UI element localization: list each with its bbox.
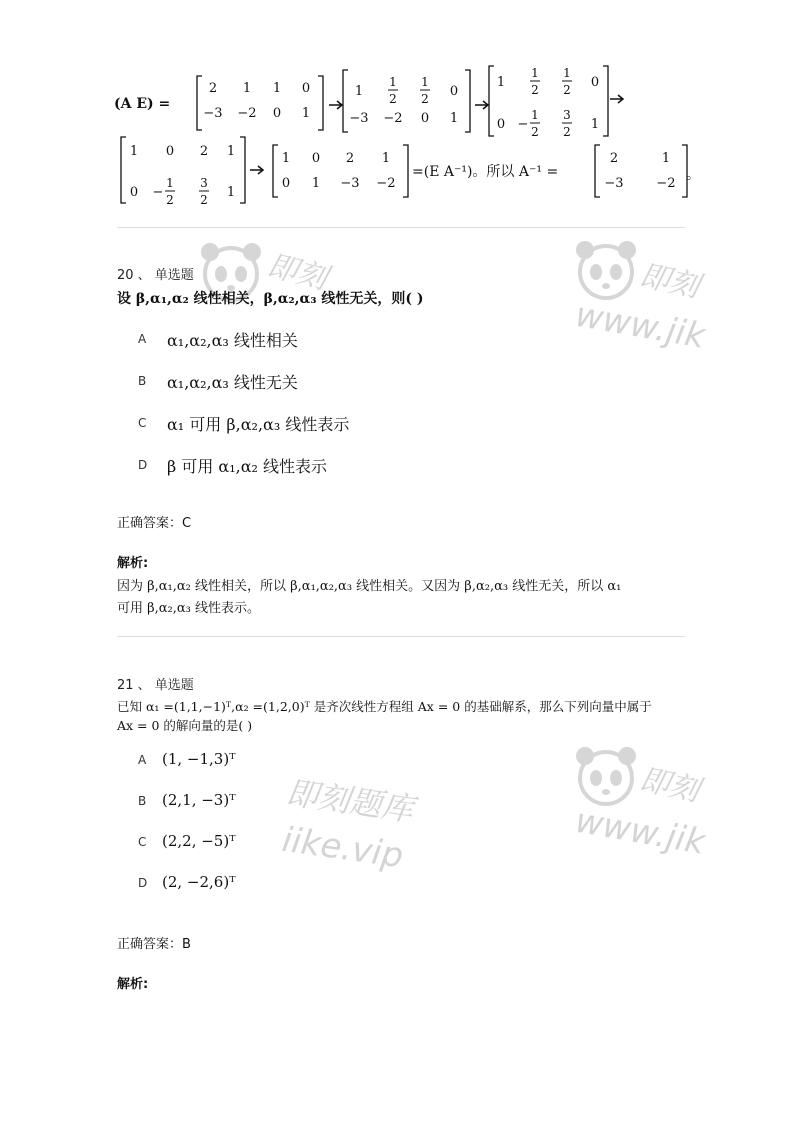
question-21-header: 21 、 单选题	[117, 678, 194, 693]
matrix-entry: −3	[604, 176, 624, 191]
matrix-entry: −2	[376, 176, 396, 191]
matrix-entry: −2	[383, 111, 403, 126]
option-letter: C	[138, 416, 147, 430]
matrix-entry: 1	[311, 176, 321, 191]
matrix-entry: 1	[590, 117, 600, 132]
matrix-entry	[530, 66, 540, 97]
divider	[117, 227, 685, 228]
matrix-entry: 2	[345, 151, 355, 166]
correct-answer	[117, 512, 191, 531]
svg-text:−: −	[517, 117, 529, 132]
svg-text:1: 1	[389, 75, 397, 89]
matrix-entry	[420, 75, 430, 106]
option-letter: A	[138, 332, 147, 346]
analysis-text	[117, 576, 692, 620]
option-d[interactable]	[117, 872, 417, 896]
option-text: α₁,α₂,α₃ 线性相关	[167, 331, 298, 350]
matrix-entry: 0	[301, 81, 311, 96]
matrix-entry: 0	[281, 176, 291, 191]
option-b[interactable]	[117, 790, 417, 814]
option-letter: A	[138, 753, 147, 767]
option-text: (2, −2,6)ᵀ	[162, 873, 236, 891]
svg-text:2: 2	[200, 193, 208, 207]
matrix-3	[497, 66, 599, 139]
option-text: (2,1, −3)ᵀ	[162, 791, 236, 809]
svg-text:1: 1	[421, 75, 429, 89]
matrix-lhs-label: (A E) =	[114, 96, 171, 112]
option-a[interactable]	[117, 327, 517, 353]
option-text: (2,2, −5)ᵀ	[162, 832, 236, 850]
matrix-entry: 0	[311, 151, 321, 166]
matrix-entry	[562, 66, 572, 97]
analysis-label: 解析:	[117, 556, 149, 571]
option-text: (1, −1,3)ᵀ	[162, 750, 236, 768]
divider	[117, 636, 685, 637]
matrix-entry	[153, 176, 175, 207]
matrix-2	[349, 75, 458, 126]
matrix-entry	[199, 176, 209, 207]
watermark-url: www.jik	[572, 800, 708, 863]
matrix-entry: −3	[203, 106, 223, 121]
svg-text:3: 3	[200, 176, 208, 190]
analysis-label: 解析:	[117, 977, 149, 992]
question-20-stem: 设 β,α₁,α₂ 线性相关，β,α₂,α₃ 线性无关，则( )	[117, 291, 424, 307]
watermark-url: iike.vip	[279, 819, 406, 877]
matrix-entry: −3	[349, 111, 369, 126]
svg-text:2: 2	[531, 125, 539, 139]
matrix-solution-row1	[110, 62, 690, 140]
analysis-line: 可用 β,α₂,α₃ 线性表示。	[117, 601, 261, 616]
answer-label: 正确答案：	[117, 516, 183, 531]
option-c[interactable]	[117, 831, 417, 855]
svg-text:2: 2	[421, 92, 429, 106]
option-letter: D	[138, 458, 148, 472]
svg-text:−: −	[152, 185, 164, 200]
watermark-url: www.jik	[572, 294, 708, 357]
option-letter: B	[138, 374, 147, 388]
svg-text:1: 1	[563, 66, 571, 80]
matrix-1	[203, 81, 310, 121]
svg-text:3: 3	[563, 108, 571, 122]
stem-line: 已知 α₁ =(1,1,−1)ᵀ,α₂ =(1,2,0)ᵀ 是齐次线性方程组 Ax = 0 的基础解系，那么下列向量中属于	[117, 699, 652, 714]
matrix-entry: 1	[661, 151, 671, 166]
svg-text:2: 2	[563, 83, 571, 97]
svg-text:1: 1	[531, 108, 539, 122]
matrix-entry: 0	[129, 185, 139, 200]
option-d[interactable]	[117, 453, 517, 479]
analysis-line: 因为 β,α₁,α₂ 线性相关，所以 β,α₁,α₂,α₃ 线性相关。又因为 β,α₂,α₃ 线性无关，所以 α₁	[117, 579, 622, 594]
svg-text:1: 1	[166, 176, 174, 190]
matrix-entry: 1	[381, 151, 391, 166]
option-a[interactable]	[117, 749, 417, 773]
svg-text:2: 2	[563, 125, 571, 139]
matrix-5	[282, 151, 396, 191]
matrix-end-text: 。	[686, 167, 700, 183]
matrix-entry: 1	[354, 84, 364, 99]
matrix-entry: 2	[199, 144, 209, 159]
question-21-stem	[117, 697, 692, 735]
matrix-entry: 2	[609, 151, 619, 166]
stem-line: Ax = 0 的解向量的是( )	[117, 718, 253, 733]
option-letter: D	[138, 876, 148, 890]
matrix-entry: 1	[129, 144, 139, 159]
svg-text:2: 2	[531, 83, 539, 97]
correct-answer	[117, 933, 191, 952]
matrix-entry: 1	[272, 81, 282, 96]
watermark-brand: 即刻	[263, 248, 331, 297]
matrix-entry: 1	[449, 111, 459, 126]
option-letter: B	[138, 794, 147, 808]
matrix-entry	[388, 75, 398, 106]
matrix-entry: 1	[226, 144, 236, 159]
matrix-entry: 1	[242, 81, 252, 96]
matrix-entry: 1	[281, 151, 291, 166]
matrix-entry: 1	[496, 75, 506, 90]
watermark-brand: 即刻	[636, 258, 703, 305]
svg-text:2: 2	[389, 92, 397, 106]
matrix-entry: 0	[449, 84, 459, 99]
matrix-entry: 0	[420, 111, 430, 126]
option-letter: C	[138, 835, 147, 849]
matrix-entry: 2	[208, 81, 218, 96]
matrix-entry: 0	[590, 75, 600, 90]
answer-value: C	[182, 516, 192, 531]
option-text: β 可用 α₁,α₂ 线性表示	[167, 457, 328, 476]
matrix-entry: 1	[226, 185, 236, 200]
matrix-solution-row2	[110, 133, 700, 207]
matrix-4	[130, 144, 235, 207]
matrix-mid-text: =(E A⁻¹)。所以 A⁻¹ =	[412, 164, 559, 180]
svg-text:1: 1	[531, 66, 539, 80]
option-text: α₁ 可用 β,α₂,α₃ 线性表示	[167, 415, 350, 434]
option-text: α₁,α₂,α₃ 线性无关	[167, 373, 298, 392]
matrix-6	[604, 151, 675, 191]
matrix-entry: −2	[237, 106, 257, 121]
matrix-entry: −2	[656, 176, 676, 191]
watermark-brand: 即刻	[636, 762, 703, 809]
matrix-entry: 0	[165, 144, 175, 159]
option-c[interactable]	[117, 411, 517, 437]
matrix-entry: −3	[340, 176, 360, 191]
answer-value: B	[182, 937, 191, 952]
watermark-brand: 即刻题库	[283, 773, 416, 829]
question-20-header: 20 、 单选题	[117, 268, 194, 283]
answer-label: 正确答案：	[117, 937, 183, 952]
option-b[interactable]	[117, 369, 517, 395]
matrix-entry: 0	[272, 106, 282, 121]
matrix-entry: 1	[301, 106, 311, 121]
svg-text:2: 2	[166, 193, 174, 207]
matrix-entry: 0	[496, 117, 506, 132]
